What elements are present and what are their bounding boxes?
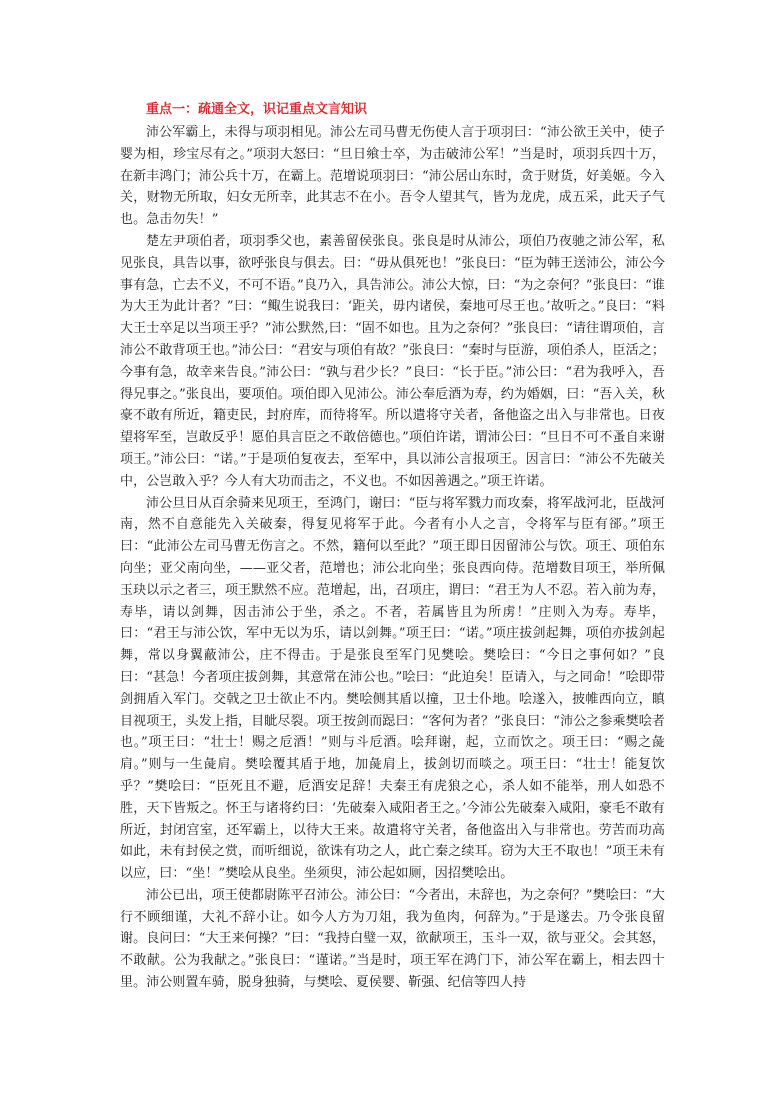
paragraph-3: 沛公旦日从百余骑来见项王，至鸿门，谢曰：“臣与将军戮力而攻秦，将军战河北，臣战河南，然不自意能先入关破秦，得复见将军于此。今者有小人之言，令将军与臣有郤。”项王曰：“此沛公左司马曹无伤言之。不然，籍何以至此？”项王即日因留沛公与饮。项王、项伯东向坐；亚父南向坐，——亚父者，范增也；沛公北向坐；张良西向侍。范增数目项王，举所佩玉玦以示之者三，项王默然不应。范增起，出，召项庄，谓曰：“君王为人不忍。若入前为寿，寿毕，请以剑舞，因击沛公于坐，杀之。不者，若属皆且为所虏！”庄则入为寿。寿毕，曰：“君王与沛公饮，军中无以为乐，请以剑舞。”项王曰：“诺。”项庄拔剑起舞，项伯亦拔剑起舞，常以身翼蔽沛公，庄不得击。于是张良至军门见樊哙。樊哙曰：“今日之事何如？”良曰：“甚急！今者项庄拔剑舞，其意常在沛公也。”哙曰：“此迫矣！臣请入，与之同命！”哙即带剑拥盾入军门。交戟之卫士欲止不内。樊哙侧其盾以撞，卫士仆地。哙遂入，披帷西向立，瞋目视项王，头发上指，目眦尽裂。项王按剑而跽曰：“客何为者？”张良曰：“沛公之参乘樊哙者也。”项王曰：“壮士！赐之卮酒！”则与斗卮酒。哙拜谢，起，立而饮之。项王曰：“赐之彘肩。”则与一生彘肩。樊哙覆其盾于地，加彘肩上，拔剑切而啖之。项王曰：“壮士！能复饮乎？”樊哙曰：“臣死且不避，卮酒安足辞！夫秦王有虎狼之心，杀人如不能举，刑人如恐不胜，天下皆叛之。怀王与诸将约曰：‘先破秦入咸阳者王之。’今沛公先破秦入咸阳，豪毛不敢有所近，封闭宫室，还军霸上，以待大王来。故遣将守关者，备他盗出入与非常也。劳苦而功高如此，未有封侯之赏，而听细说，欲诛有功之人，此亡秦之续耳。窃为大王不取也！”项王未有以应，曰：“坐！”樊哙从良坐。坐须臾，沛公起如厕，因招樊哙出。 xyxy=(120,495,665,882)
section-heading: 重点一：疏通全文，识记重点文言知识 xyxy=(146,102,368,117)
paragraph-1: 沛公军霸上，未得与项羽相见。沛公左司马曹无伤使人言于项羽曰：“沛公欲王关中，使子婴为相，珍宝尽有之。”项羽大怒曰：“旦日飨士卒，为击破沛公军！”当是时，项羽兵四十万，在新丰鸿门；沛公兵十万，在霸上。范增说项羽曰：“沛公居山东时，贪于财货，好美姬。今入关，财物无所取，妇女无所幸，此其志不在小。吾令人望其气，皆为龙虎，成五采，此天子气也。急击勿失！” xyxy=(120,125,665,228)
paragraph-2: 楚左尹项伯者，项羽季父也，素善留侯张良。张良是时从沛公，项伯乃夜驰之沛公军，私见张良，具告以事，欲呼张良与俱去。曰：“毋从俱死也！”张良曰：“臣为韩王送沛公，沛公今事有急，亡去不义，不可不语。”良乃入，具告沛公。沛公大惊，曰：“为之奈何？”张良曰：“谁为大王为此计者？”曰：“鲰生说我曰：‘距关，毋内诸侯，秦地可尽王也。’故听之。”良曰：“料大王士卒足以当项王乎？”沛公默然,曰：“固不如也。且为之奈何？”张良曰：“请往谓项伯，言沛公不敢背项王也。”沛公曰：“君安与项伯有故？”张良曰：“秦时与臣游，项伯杀人，臣活之；今事有急，故幸来告良。”沛公曰：“孰与君少长？”良曰：“长于臣。”沛公曰：“君为我呼入，吾得兄事之。”张良出，要项伯。项伯即入见沛公。沛公奉卮酒为寿，约为婚姻，曰：“吾入关，秋豪不敢有所近，籍吏民，封府库，而待将军。所以遣将守关者，备他盗之出入与非常也。日夜望将军至，岂敢反乎！愿伯具言臣之不敢倍德也。”项伯许诺，谓沛公曰：“旦日不可不蚤自来谢项王。”沛公曰：“诺。”于是项伯复夜去，至军中，具以沛公言报项王。因言曰：“沛公不先破关中，公岂敢入乎？今人有大功而击之，不义也。不如因善遇之。”项王许诺。 xyxy=(120,233,665,489)
document-page xyxy=(120,98,665,994)
paragraph-4: 沛公已出，项王使都尉陈平召沛公。沛公曰：“今者出，未辞也，为之奈何？”樊哙曰：“大行不顾细谨，大礼不辞小让。如今人方为刀俎，我为鱼肉，何辞为。”于是遂去。乃令张良留谢。良问曰：“大王来何操？”曰：“我持白璧一双，欲献项王，玉斗一双，欲与亚父。会其怒，不敢献。公为我献之。”张良曰：“谨诺。”当是时，项王军在鸿门下，沛公军在霸上，相去四十里。沛公则置车骑，脱身独骑，与樊哙、夏侯婴、靳强、纪信等四人持 xyxy=(120,887,665,991)
